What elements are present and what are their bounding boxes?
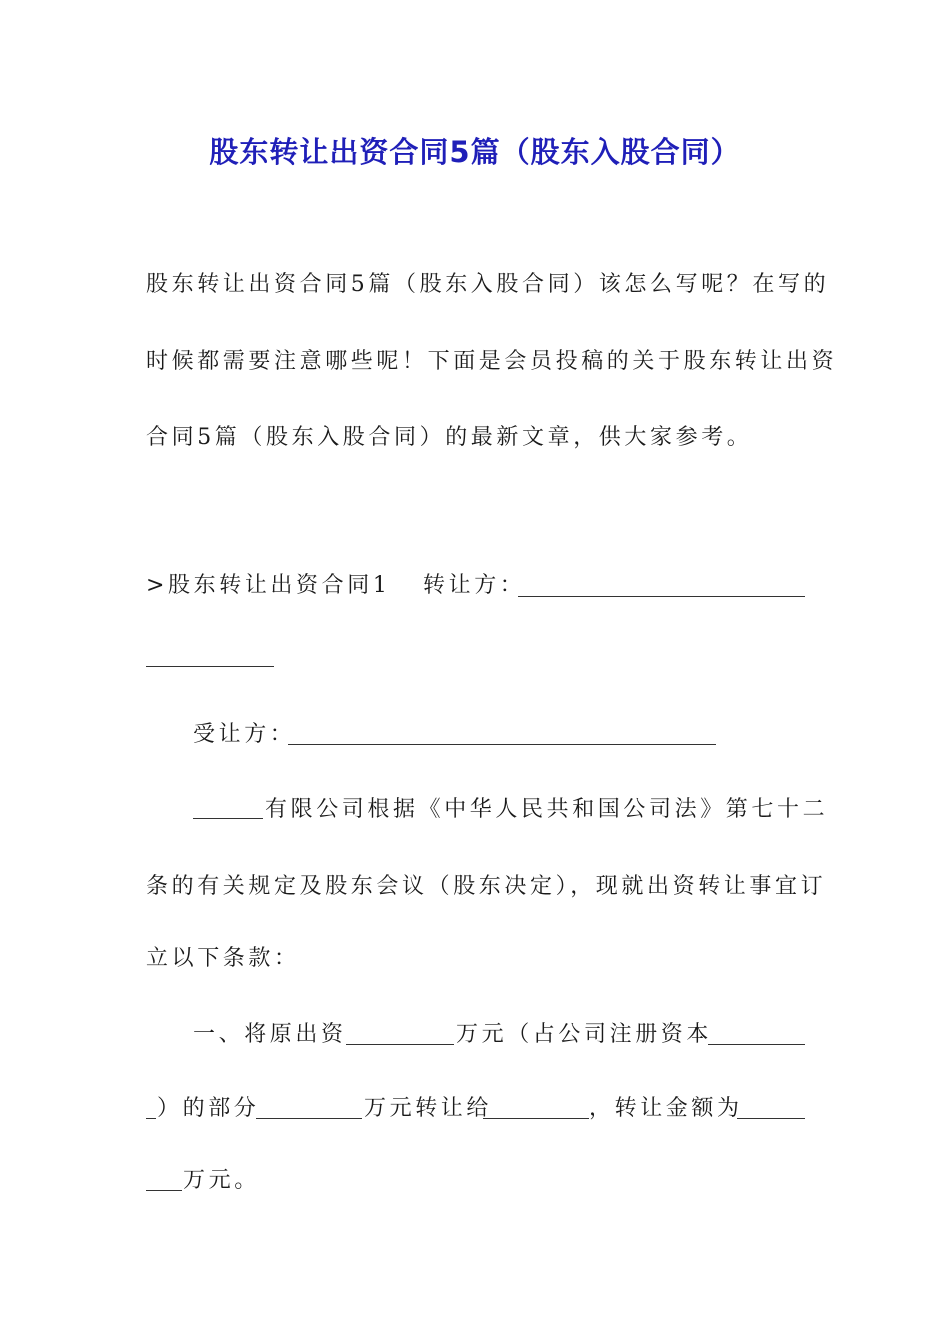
intro-line-3: 合同5篇（股东入股合同）的最新文章，供大家参考。 <box>146 425 753 450</box>
transferee-blank <box>288 744 716 745</box>
clause-intro-line-1: 有限公司根据《中华人民共和国公司法》第七十二 <box>265 797 829 822</box>
company-name-blank <box>193 818 263 819</box>
clause-intro-line-2: 条的有关规定及股东会议（股东决定），现就出资转让事宜订 <box>146 874 827 899</box>
intro-line-1: 股东转让出资合同5篇（股东入股合同）该怎么写呢？在写的 <box>146 272 830 297</box>
document-title: 股东转让出资合同5篇（股东入股合同） <box>209 135 741 169</box>
clause-one-part-c: ）的部分 <box>157 1096 260 1121</box>
transfer-price-blank <box>737 1118 805 1119</box>
clause-intro-line-3: 立以下条款： <box>146 946 300 971</box>
transferor-blank-continued <box>146 666 274 667</box>
transfer-amount-blank <box>256 1118 362 1119</box>
section-heading: >股东转让出资合同1 <box>146 573 391 598</box>
transferor-label: 转让方： <box>423 573 526 598</box>
transferee-label: 受让方： <box>193 722 296 747</box>
transferor-blank <box>518 596 805 597</box>
clause-one-part-a: 一、将原出资 <box>193 1022 347 1047</box>
clause-one-part-d: 万元转让给 <box>364 1096 493 1121</box>
clause-one-part-e: ，转让金额为 <box>589 1096 743 1121</box>
clause-one-part-b: 万元（占公司注册资本 <box>456 1022 713 1047</box>
intro-line-2: 时候都需要注意哪些呢！下面是会员投稿的关于股东转让出资 <box>146 349 838 374</box>
registered-capital-share-blank <box>708 1044 805 1045</box>
clause-one-part-f: 万元。 <box>183 1168 260 1193</box>
original-capital-blank <box>346 1044 454 1045</box>
transfer-price-blank-continued <box>146 1190 182 1191</box>
transferee-name-blank <box>483 1118 589 1119</box>
